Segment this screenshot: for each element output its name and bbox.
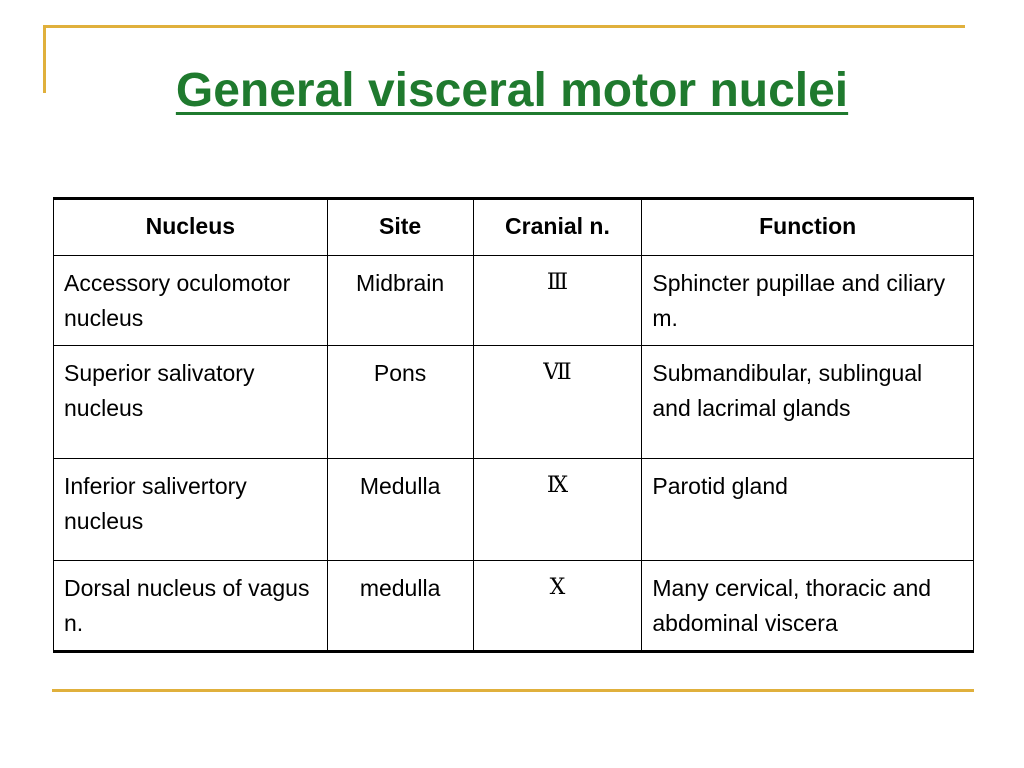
cell-function: Submandibular, sublingual and lacrimal glands — [642, 346, 974, 459]
cell-cranial-nerve: Ⅶ — [473, 346, 642, 459]
cell-site: Midbrain — [327, 256, 473, 346]
cell-function: Parotid gland — [642, 459, 974, 561]
cell-nucleus: Dorsal nucleus of vagus n. — [54, 561, 328, 652]
table-row — [54, 459, 974, 561]
header-function: Function — [642, 199, 974, 256]
table-row — [54, 346, 974, 459]
cell-site: Medulla — [327, 459, 473, 561]
cell-cranial-nerve: Ⅲ — [473, 256, 642, 346]
cell-site: medulla — [327, 561, 473, 652]
cell-nucleus: Accessory oculomotor nucleus — [54, 256, 328, 346]
cell-site: Pons — [327, 346, 473, 459]
cell-nucleus: Inferior salivertory nucleus — [54, 459, 328, 561]
table-row — [54, 256, 974, 346]
cell-function: Many cervical, thoracic and abdominal viscera — [642, 561, 974, 652]
nuclei-table — [53, 197, 974, 653]
cell-function: Sphincter pupillae and ciliary m. — [642, 256, 974, 346]
bottom-accent-line — [52, 689, 974, 692]
cell-cranial-nerve: Ⅹ — [473, 561, 642, 652]
table-header-row — [54, 199, 974, 256]
table-row — [54, 561, 974, 652]
cell-nucleus: Superior salivatory nucleus — [54, 346, 328, 459]
header-site: Site — [327, 199, 473, 256]
header-cranial-nerve: Cranial n. — [473, 199, 642, 256]
slide-title: General visceral motor nuclei — [175, 64, 849, 117]
cell-cranial-nerve: Ⅸ — [473, 459, 642, 561]
header-nucleus: Nucleus — [54, 199, 328, 256]
top-accent-line — [43, 25, 965, 28]
